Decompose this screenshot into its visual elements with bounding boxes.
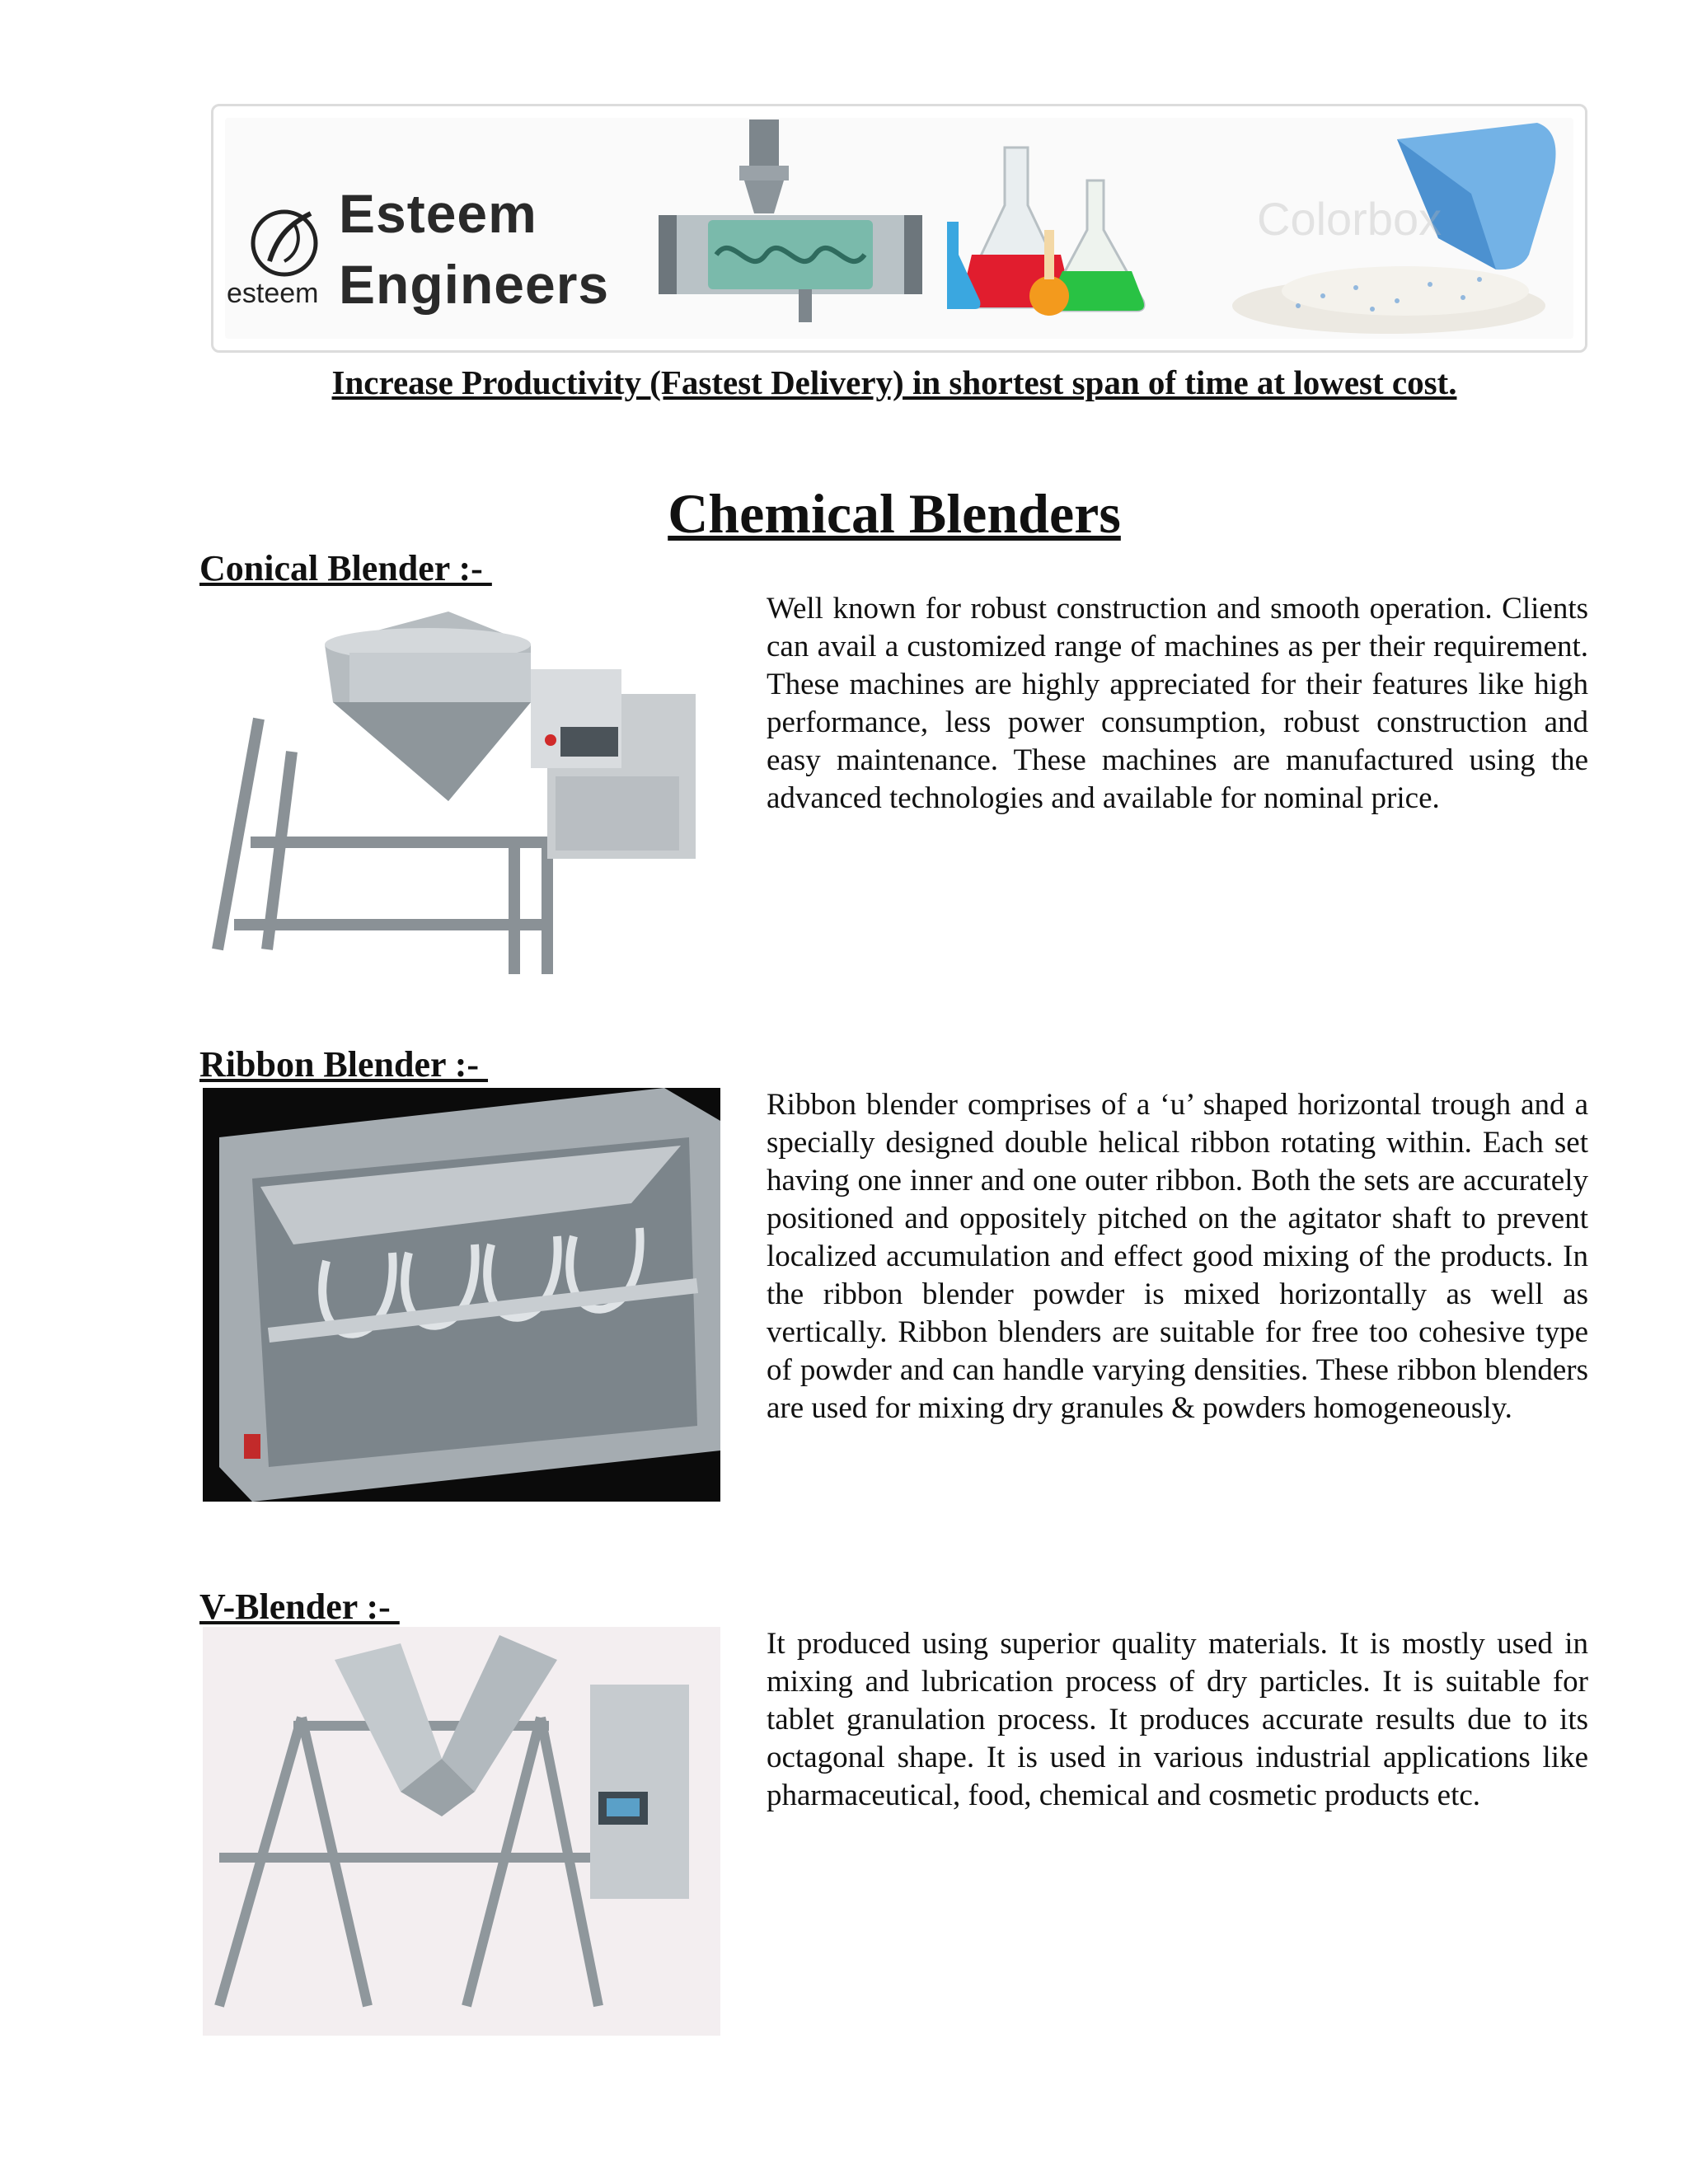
header-banner bbox=[211, 104, 1587, 353]
chemical-flasks-image bbox=[947, 131, 1161, 329]
logo-caption: esteem bbox=[227, 278, 319, 309]
ribbon-blender-image bbox=[203, 1088, 720, 1502]
conical-blender-description: Well known for robust construction and smooth operation. Clients can avail a customized range of machines as per their requirement. These machines are highly appreciated for their features like high performance, less power consumption, robust construction and easy maintenance. These machines are manufactured using the advanced technologies and available for nominal price. bbox=[767, 592, 1588, 815]
ribbon-blender-heading: Ribbon Blender :- bbox=[199, 1044, 489, 1085]
ribbon-blender-description: Ribbon blender comprises of a ‘u’ shaped horizontal trough and a specially designed double helical ribbon rotating within. Each set having one inner and one outer ribbon. Both the sets are accurately positioned and oppositely pitched on the agitator shaft to prevent localized accumulation and effect good mixing of the products. In the ribbon blender powder is mixed horizontally as well as vertically. Ribbon blenders are suitable for free too cohesive type of powder and can handle varying densities. These ribbon blenders are used for mixing dry granules & powders homogeneously. bbox=[767, 1088, 1588, 1425]
conical-blender-heading: Conical Blender :- bbox=[199, 548, 492, 588]
watermark: Colorbox bbox=[1257, 193, 1442, 245]
conical-blender-image bbox=[201, 595, 729, 982]
v-blender-description: It produced using superior quality materials. It is mostly used in mixing and lubrication process of dry particles. It is suitable for tablet granulation process. It produces accurate results due to its octagonal shape. It is used in various industrial applications like pharmaceutical, food, chemical and cosmetic products etc. bbox=[767, 1627, 1588, 1812]
v-blender-image bbox=[203, 1627, 720, 2036]
v-blender-heading: V-Blender :- bbox=[199, 1586, 400, 1627]
brand-name-line1: Esteem bbox=[339, 183, 537, 244]
page-title: Chemical Blenders bbox=[668, 482, 1121, 545]
esteem-logo-icon bbox=[245, 202, 324, 281]
brand-name-line2: Engineers bbox=[339, 254, 610, 315]
tagline: Increase Productivity (Fastest Delivery) in shortest span of time at lowest cost. bbox=[331, 363, 1457, 401]
pipe-conveyor-image bbox=[659, 116, 922, 339]
